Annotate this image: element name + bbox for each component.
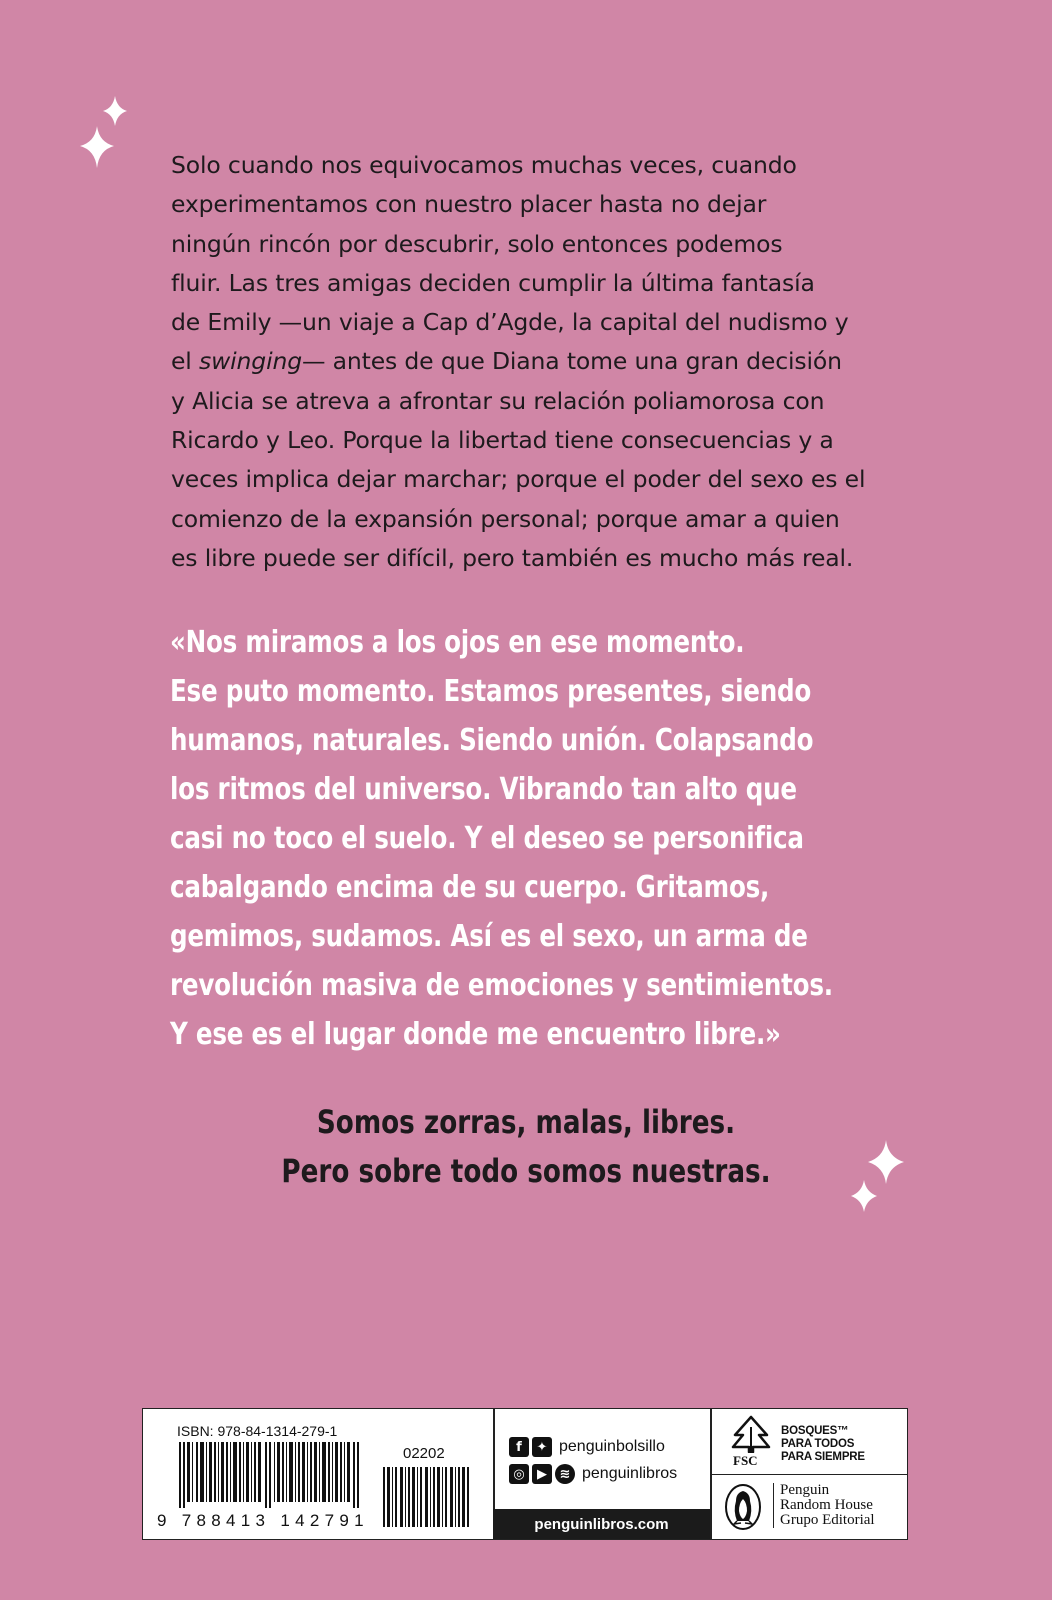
quote-line: «Nos miramos a los ojos en ese momento. [170,625,745,660]
publisher-logo [711,1475,907,1539]
excerpt-quote [170,618,833,1059]
fsc-certification [711,1409,907,1475]
social-row-2 [509,1464,677,1484]
fsc-text [781,1425,865,1464]
synopsis-text: — antes de que Diana tome una gran decisión [301,347,842,376]
facebook-icon[interactable]: f [509,1437,529,1457]
synopsis-line: veces implica dejar marchar; porque el poder del sexo es el [171,465,866,494]
publisher-name [773,1483,875,1528]
fsc-text-line: PARA TODOS [781,1438,855,1450]
synopsis-line [171,342,891,381]
twitter-icon[interactable]: ✦ [532,1437,552,1457]
synopsis-line: y Alicia se atreva a afrontar su relación poliamorosa con [171,386,825,415]
spotify-icon[interactable]: ≋ [555,1464,575,1484]
price-barcode [383,1467,473,1527]
publisher-info-box [142,1408,908,1540]
tagline [0,1098,1052,1196]
penguin-logo-icon [723,1483,763,1531]
quote-line: revolución masiva de emociones y sentimientos. [170,968,833,1003]
fsc-text-line: BOSQUES™ [781,1425,849,1437]
quote-line: cabalgando encima de su cuerpo. Gritamos, [170,870,770,905]
quote-line: gemimos, sudamos. Así es el sexo, un arma de [170,919,808,954]
synopsis-line: Solo cuando nos equivocamos muchas veces, cuando [171,151,797,179]
synopsis-line: ningún rincón por descubrir, solo entonces podemos [171,229,783,258]
fsc-text-line: PARA SIEMPRE [781,1451,865,1463]
synopsis [171,146,891,578]
quote-line: humanos, naturales. Siendo unión. Colapsando [170,723,814,758]
publisher-name-line: Grupo Editorial [780,1512,875,1528]
synopsis-line: experimentamos con nuestro placer hasta no dejar [171,190,767,219]
tagline-line-1: Somos zorras, malas, libres. [316,1103,736,1141]
social-row-1 [509,1437,665,1457]
youtube-icon[interactable]: ▶ [532,1464,552,1484]
isbn-label: ISBN: 978-84-1314-279-1 [177,1423,338,1439]
publisher-name-line: Random House [780,1497,873,1513]
synopsis-italic-term: swinging [199,347,302,376]
website-link[interactable]: penguinlibros.com [493,1509,710,1539]
fsc-tree-icon [729,1415,773,1453]
synopsis-line: fluir. Las tres amigas deciden cumplir la última fantasía [171,268,815,297]
sparkle-top-left [80,96,130,170]
social-handle-penguinbolsillo[interactable]: penguinbolsillo [559,1438,665,1455]
quote-line: Ese puto momento. Estamos presentes, siendo [170,674,811,709]
price-code: 02202 [403,1445,445,1462]
barcode-digits: 9 788413 142791 [157,1511,369,1530]
quote-line: Y ese es el lugar donde me encuentro libre.» [170,1017,781,1052]
synopsis-line: es libre puede ser difícil, pero también es mucho más real. [171,543,854,572]
social-section [493,1409,710,1539]
synopsis-line: Ricardo y Leo. Porque la libertad tiene consecuencias y a [171,426,834,455]
tagline-line-2: Pero sobre todo somos nuestras. [281,1152,771,1190]
fsc-label: FSC [733,1453,758,1468]
publisher-name-line: Penguin [780,1482,830,1498]
quote-line: casi no toco el suelo. Y el deseo se personifica [170,821,804,856]
synopsis-text: el [171,347,200,376]
isbn-barcode [179,1442,369,1508]
social-handle-penguinlibros[interactable]: penguinlibros [582,1465,678,1482]
quote-line: los ritmos del universo. Vibrando tan alto que [170,772,797,807]
instagram-icon[interactable]: ◎ [509,1464,529,1484]
synopsis-line: comienzo de la expansión personal; porque amar a quien [171,504,840,533]
synopsis-line: de Emily —un viaje a Cap d’Agde, la capital del nudismo y [171,308,849,337]
